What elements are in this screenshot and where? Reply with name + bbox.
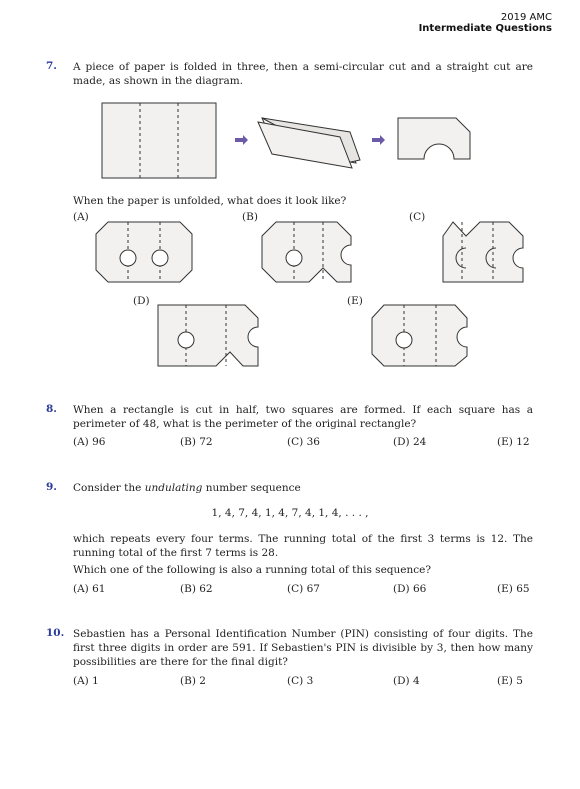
option-a-shape [96,222,192,282]
q10-option-d[interactable]: (D) 4 [393,675,420,687]
arrow-icon-2 [372,135,385,145]
q10-option-a[interactable]: (A) 1 [73,675,99,687]
q9-option-b[interactable]: (B) 62 [180,583,213,595]
flat-paper [102,103,216,178]
q9-option-a[interactable]: (A) 61 [73,583,106,595]
header-section: Intermediate Questions [418,23,552,34]
option-e-label: (E) [347,295,363,307]
q9-intro-emphasis: undulating [144,482,203,494]
option-a-label: (A) [73,211,89,223]
q10-option-b[interactable]: (B) 2 [180,675,206,687]
q10-number: 10. [46,627,65,639]
q10-text: Sebastien has a Personal Identification Number (PIN) consisting of four digits. The first three digits in order are 591. If Sebastien's PIN is divisible by 3, then how many possibilities are there for the final digit? [73,628,533,668]
q9-intro-end: number sequence [202,482,301,494]
option-d-shape [158,305,258,366]
q10-option-c[interactable]: (C) 3 [287,675,314,687]
folded-paper [258,118,360,168]
q8-option-b[interactable]: (B) 72 [180,436,213,448]
q9-intro [73,481,533,495]
cut-paper [398,118,470,159]
q9-option-d[interactable]: (D) 66 [393,583,427,595]
q9-intro-start: Consider the [73,482,145,494]
q9-sequence: 1, 4, 7, 4, 1, 4, 7, 4, 1, 4, . . . , [211,507,369,519]
q10-option-e[interactable]: (E) 5 [497,675,523,687]
q7-text: A piece of paper is folded in three, then a semi-circular cut and a straight cut are made, as shown in the diagram. [73,61,533,87]
option-c-label: (C) [409,211,426,223]
option-c-shape [443,222,523,282]
q8-option-c[interactable]: (C) 36 [287,436,320,448]
q9-number: 9. [46,481,57,493]
q9-text2: which repeats every four terms. The running total of the first 3 terms is 12. The running total of the first 7 terms is 28. [73,533,533,559]
option-e-shape [372,305,467,366]
arrow-icon-1 [235,135,248,145]
option-b-label: (B) [242,211,258,223]
q9-text3: Which one of the following is also a running total of this sequence? [73,564,431,576]
header-year: 2019 AMC [500,12,552,23]
option-b-shape [262,222,351,282]
q8-text: When a rectangle is cut in half, two squares are formed. If each square has a perimeter of 48, what is the perimeter of the original rectangle? [73,404,533,430]
q8-option-e[interactable]: (E) 12 [497,436,530,448]
q8-option-a[interactable]: (A) 96 [73,436,106,448]
q9-option-c[interactable]: (C) 67 [287,583,320,595]
q9-option-e[interactable]: (E) 65 [497,583,530,595]
q8-number: 8. [46,403,57,415]
option-d-label: (D) [133,295,150,307]
q7-number: 7. [46,60,57,72]
q8-option-d[interactable]: (D) 24 [393,436,427,448]
q7-prompt: When the paper is unfolded, what does it look like? [73,195,347,207]
